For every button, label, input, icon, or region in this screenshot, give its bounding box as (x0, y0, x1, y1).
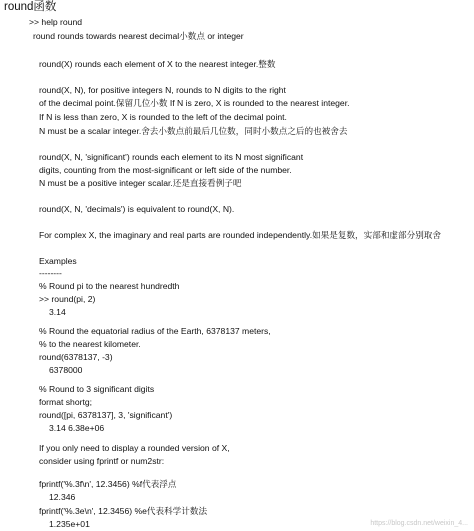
text-line: fprintf('%.3e\n', 12.3456) %e代表科学计数法 (39, 506, 208, 516)
text-line: If you only need to display a rounded version of X, (39, 443, 230, 453)
text-line: -------- (39, 268, 62, 278)
text-line: round(X) rounds each element of X to the nearest integer.整数 (39, 59, 276, 69)
text-line: 12.346 (49, 492, 76, 502)
text-line: format shortg; (39, 397, 93, 407)
text-line: For complex X, the imaginary and real parts are rounded independently.如果是复数，实部和虚部分别取舍 (39, 230, 441, 240)
text-line: 3.14 6.38e+06 (49, 423, 105, 433)
text-line: 1.235e+01 (49, 519, 90, 529)
page-title: round函数 (4, 1, 57, 13)
text-line: round rounds towards nearest decimal小数点 or integer (33, 31, 244, 41)
text-line: consider using fprintf or num2str: (39, 456, 165, 466)
text-line: N must be a scalar integer.舍去小数点前最后几位数，同时小数点之后的也被舍去 (39, 126, 348, 136)
text-line: If N is less than zero, X is rounded to the left of the decimal point. (39, 112, 287, 122)
text-line: round(X, N, 'decimals') is equivalent to round(X, N). (39, 204, 235, 214)
watermark: https://blog.csdn.net/weixin_4... (370, 520, 468, 527)
text-line: digits, counting from the most-significant or left side of the number. (39, 165, 292, 175)
text-line: % to the nearest kilometer. (39, 339, 141, 349)
text-line: 3.14 (49, 307, 66, 317)
text-line: fprintf('%.3f\n', 12.3456) %f代表浮点 (39, 479, 177, 489)
text-line: round([pi, 6378137], 3, 'significant') (39, 410, 173, 420)
text-line: 6378000 (49, 365, 83, 375)
text-line: of the decimal point.保留几位小数 If N is zero, X is rounded to the nearest integer. (39, 98, 350, 108)
text-line: round(X, N), for positive integers N, rounds to N digits to the right (39, 85, 286, 95)
text-line: % Round pi to the nearest hundredth (39, 281, 180, 291)
text-line: N must be a positive integer scalar.还是直接看例子吧 (39, 178, 242, 188)
text-line: round(X, N, 'significant') rounds each element to its N most significant (39, 152, 304, 162)
text-line: % Round to 3 significant digits (39, 384, 155, 394)
text-line: % Round the equatorial radius of the Earth, 6378137 meters, (39, 326, 271, 336)
text-line: round(6378137, -3) (39, 352, 113, 362)
text-line: >> round(pi, 2) (39, 294, 96, 304)
text-line: Examples (39, 256, 77, 266)
text-line: >> help round (29, 17, 83, 27)
